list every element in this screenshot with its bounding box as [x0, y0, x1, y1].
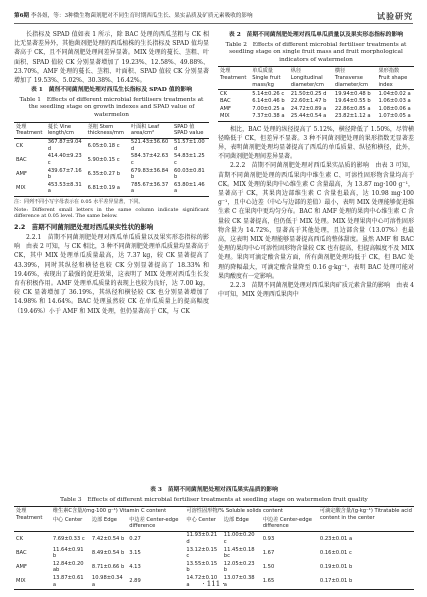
table-subheader: 边部 Edge [91, 516, 117, 523]
table-row: CK 5.14±0.26 c 21.50±0.25 d 19.94±0.48 b 1.04±0.02 a [220, 90, 411, 97]
table-1 [14, 122, 209, 197]
table1-title-en: Table 1 Effects of different microbial fertilisers treatments at the seedling stage on growth indexes and SPAD value of watermelon [19, 96, 204, 118]
table-header: 维生素C含量/(mg·100 g⁻¹) Vitamin C content [52, 508, 167, 515]
table-row: CK 367.87±9.04 d 6.05±0.18 c 521.43±36.60 d 51.57±1.00 d [16, 139, 205, 152]
table-header: 茎粗 Stem thickness/mm [87, 123, 124, 137]
table-header: 叶面积 Leaf area/cm² [130, 123, 160, 137]
running-title: 李各姐，等：3种微生物菌剂肥对不同生育时期西瓜生长、果实品质及矿质元素吸收的影响 [30, 13, 253, 19]
table-header: 蔓长 Vine length/cm [47, 123, 74, 137]
table-header: 处理 Treatment [14, 507, 51, 532]
table-header: 可滴定酸含量/(g·kg⁻¹) Titratable acid content in the center [318, 507, 414, 532]
table-header: 横径 Transverse diameter/cm [334, 68, 369, 88]
table-row: MIX 7.37±0.38 a 25.44±0.54 a 23.82±1.12 a 1.07±0.05 a [218, 113, 414, 121]
table-row: CK 7.69±0.33 c 7.42±0.54 b 0.27 11.93±0.21 d 11.00±0.20 c 0.93 0.23±0.01 a [16, 532, 353, 546]
table3-block [14, 485, 414, 590]
table-row: MIX 453.53±8.31 a 6.81±0.19 a 785.67±36.37 a 63.80±1.46 a [14, 181, 209, 196]
table-header: 处理 Treatment [16, 123, 43, 137]
section-heading: 2.2 苗期不同菌剂肥处理对西瓜果实性状的影响 [14, 222, 154, 231]
table-row: BAC 11.64±0.91 b 8.49±0.54 b 3.15 13.12±0.15 c 11.45±0.18 bc 1.67 0.16±0.01 c [16, 546, 352, 560]
table-subheader: 中边差 Center-edge difference [262, 516, 312, 530]
table-header: 果形指数 Fruit shape index [378, 68, 408, 88]
table-row: BAC 414.40±9.23 c 5.90±0.15 c 584.37±42.63 c 54.83±1.25 c [16, 153, 205, 167]
table3-title-en: Table 3 Effects of different microbial fertiliser treatments at seedling stage on watermelon fruit quality [60, 496, 368, 503]
table-2 [218, 66, 414, 121]
table-subheader: 边部 Edge [223, 516, 249, 523]
paragraph: 相比，BAC 处理的纵径提高了 5.12%，横径降低了 1.50%，尽管横径略低于 CK，但差异不显著。3 种不同菌剂肥处理的果形指数无显著差异，表明菌剂肥处理均显著提高了西瓜的单瓜质量、纵径和横径，此外，不同菌剂肥处理间差异显著。 [218, 125, 414, 161]
table-3 [14, 506, 414, 590]
paragraph: 2.2.2 苗期不同菌剂肥处理对西瓜果实品质的影响 由表 3 可知，苗期不同菌剂肥处理的西瓜果肉中维生素 C、可溶性固形物含量均高于 CK。MIX 处理的果肉中心维生素 C 含量最高，为 13.87 mg·100 g⁻¹，显著高于 CK，其果肉边部维生素 C 含量也最高，达 10.98 mg·100 g⁻¹，且中心边差（中心与边部的差值）最小，表明 MIX 处理能够促进维生素 C 在果肉中更均匀分布。BAC 和 AMF 处理的果肉中心维生素 C 含量较 CK 显著提高，但仍低于 MIX 处理。MIX 处理果肉中心可溶性固形物含量为 14.72%，显著高于其他处理，且边部含量（13.07%）也最高，这表明 MIX 处理能够显著提高西瓜的整体甜度。虽然 AMF 和 BAC 处理的果肉中心可溶性固形物含量较 CK 也有提高，但提高幅度不及 MIX 处理。果肉可滴定酸含量方面，所有菌剂肥处理均低于 CK，但 BAC 处理的降幅最大，可滴定酸含量降至 0.16 g·kg⁻¹，表明 BAC 处理可能对果肉酸度有一定影响。 [218, 162, 414, 280]
table1-note-en: Note: Different small letters in the same column indicate significant difference at 0.05 level. The same below. [14, 206, 209, 220]
table-subheader: 中心 Center [52, 516, 83, 523]
table-subheader: 中心 Center [186, 516, 216, 523]
table-row: AMF 7.00±0.25 a 24.72±0.89 a 22.86±0.85 a 1.08±0.06 a [220, 105, 411, 112]
table-header: 纵径 Longitudinal diameter/cm [290, 68, 324, 88]
table-row: AMF 439.67±7.16 b 6.35±0.27 b 679.83±36.84 b 60.03±0.81 b [16, 167, 205, 181]
paragraph: 2.2.3 苗期不同菌剂肥处理对西瓜果肉矿质元素含量的影响 由表 4 中可知，MIX 处理西瓜果肉中 [218, 281, 414, 299]
table2-title-cn: 表 2 苗期不同菌剂肥处理对西瓜单瓜质量以及果实形态指标的影响 [228, 32, 404, 38]
table-row: BAC 6.14±0.46 b 22.60±1.47 b 19.64±0.55 b 1.06±0.03 a [220, 98, 411, 105]
table-subheader: 中边差 Center-edge difference [129, 516, 179, 530]
table-header: SPAD 值 SPAD value [173, 123, 204, 137]
paragraph: 长指标及 SPAD 值如表 1 所示，除 BAC 处理的西瓜茎粗与 CK 相比无显著差异外，其他菌剂肥处理的西瓜植株的生长指标及 SPAD 值均显著高于 CK，且不同菌剂肥处理间差异显著。MIX 处理的蔓长、茎粗、叶面积、SPAD 值较 CK 分别显著增加了 19.23%、12.58%、49.88%、23.70%，AMF 处理的蔓长、茎粗、叶面积、SPAD 值较 CK 分别显著增加了 19.53%、5.02%、30.38%、16.42%。 [14, 31, 209, 85]
table1-note-cn: 注：同列不同小写字母表示在 0.05 水平差异显著，下同。 [14, 198, 144, 205]
table-row: MIX 13.87±0.61 a 10.98±0.34 a 2.89 14.72±0.10 a 13.07±0.38 a 1.65 0.17±0.01 b [14, 575, 414, 590]
table-header: 可溶性固形物/% Soluble solids content [186, 508, 283, 515]
table2-title-en: Table 2 Effects of different microbial fertiliser treatments at seedling stage on single fruit mass and fruit morphological indicators of watermelon [225, 41, 407, 63]
table1-title-cn: 表 1 菌剂不同菌剂肥处理对西瓜生长指标及 SPAD 值的影响 [30, 87, 193, 94]
table3-title-cn: 表 3 苗期不同菌剂肥处理对西瓜果实品质的影响 [150, 487, 278, 493]
running-header [14, 9, 413, 24]
paragraph: 2.2.1 苗期不同菌剂肥处理对西瓜单瓜质量以及果实形态指标的影响 由表 2 可知，与 CK 相比，3 种不同菌剂肥处理单瓜质量均显著高于 CK，其中 MIX 处理单瓜质量最高，达 7.37 kg，较 CK 显著提高了 43.39%，同时其纵径和横径也较 CK 分别显著提高了 18.33% 和 19.46%，表现出了最强的促进效果，这表明了 MIX 处理对西瓜生长发育有积极作用。AMF 处理单瓜质量的表现上也较为良好，达 7.00 kg，较 CK 显著增加了 36.19%，其纵径和横径较 CK 也分别显著增加了 14.98% 和 14.64%。BAC 处理虽然较 CK 在单瓜质量上的提高幅度（19.46%）小于 AMF 和 MIX 处理，但仍显著高于 CK，与 CK [14, 233, 209, 315]
table-row: AMF 12.84±0.20 ab 8.71±0.66 b 4.13 13.55±0.15 b 12.05±0.23 b 1.50 0.19±0.01 b [16, 560, 353, 574]
section-badge: 试验研究 [377, 12, 413, 21]
page-number: · 111 · [202, 580, 225, 588]
left-column [14, 30, 209, 316]
right-column [218, 30, 414, 299]
table-header: 单瓜质量 Single fruit mass/kg [252, 68, 281, 88]
table-header: 处理 Treatment [220, 68, 247, 81]
issue-number: 第6期 [14, 13, 30, 19]
